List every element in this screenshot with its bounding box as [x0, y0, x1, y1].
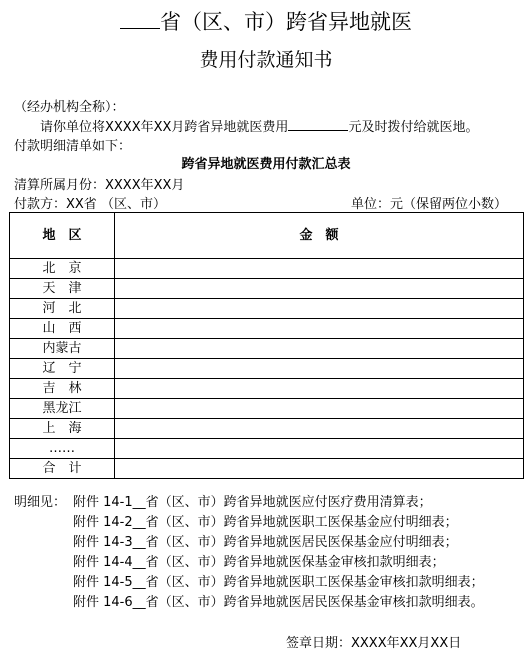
region-cell: 黑龙江 — [10, 399, 115, 419]
detail-intro: 付款明细清单如下： — [14, 139, 132, 154]
table-row — [10, 339, 524, 359]
title-text: 省（区、市）跨省异地就医 — [160, 10, 412, 34]
seal-date: 签章日期：XXXX年XX月XX日 — [286, 636, 462, 651]
total-amount-cell[interactable] — [115, 459, 524, 479]
total-row — [10, 459, 524, 479]
table-row — [10, 279, 524, 299]
region-cell: 山 西 — [10, 319, 115, 339]
attachments-label: 明细见： — [14, 495, 67, 510]
payer: 付款方：XX省 （区、市） — [14, 197, 166, 212]
region-cell: 河 北 — [10, 299, 115, 319]
region-cell: 辽 宁 — [10, 359, 115, 379]
attachment-item: 附件 14-5__省（区、市）跨省异地就医职工医保基金审核扣款明细表； — [73, 575, 484, 590]
amount-cell[interactable] — [115, 399, 524, 419]
region-cell: 上 海 — [10, 419, 115, 439]
attachment-item: 附件 14-1__省（区、市）跨省异地就医应付医疗费用清算表； — [73, 495, 432, 510]
region-cell: 天 津 — [10, 279, 115, 299]
table-row — [10, 359, 524, 379]
column-header-region: 地 区 — [10, 213, 115, 259]
attachment-item: 附件 14-2__省（区、市）跨省异地就医职工医保基金应付明细表； — [73, 515, 458, 530]
table-row — [10, 419, 524, 439]
table-row — [10, 259, 524, 279]
column-header-amount: 金 额 — [115, 213, 524, 259]
table-row — [10, 299, 524, 319]
province-blank — [120, 10, 160, 29]
region-cell: 北 京 — [10, 259, 115, 279]
settlement-period: 清算所属月份：XXXX年XX月 — [14, 178, 185, 193]
amount-cell[interactable] — [115, 259, 524, 279]
table-row — [10, 439, 524, 459]
attachment-item: 附件 14-6__省（区、市）跨省异地就医居民医保基金审核扣款明细表。 — [73, 595, 484, 610]
unit-note: 单位：元（保留两位小数） — [351, 197, 508, 212]
amount-cell[interactable] — [115, 439, 524, 459]
attachment-item: 附件 14-4__省（区、市）跨省异地就医保基金审核扣款明细表； — [73, 555, 445, 570]
table-row — [10, 399, 524, 419]
document-title-line2: 费用付款通知书 — [199, 49, 333, 71]
summary-title: 跨省异地就医费用付款汇总表 — [181, 157, 351, 172]
request-text-a: 请你单位将XXXX年XX月跨省异地就医费用 — [40, 120, 289, 135]
amount-cell[interactable] — [115, 319, 524, 339]
total-label: 合 计 — [10, 459, 115, 479]
summary-table — [9, 212, 524, 479]
attachment-item: 附件 14-3__省（区、市）跨省异地就医居民医保基金应付明细表； — [73, 535, 458, 550]
table-row — [10, 379, 524, 399]
amount-cell[interactable] — [115, 419, 524, 439]
amount-cell[interactable] — [115, 359, 524, 379]
region-cell: 吉 林 — [10, 379, 115, 399]
table-row — [10, 319, 524, 339]
amount-cell[interactable] — [115, 299, 524, 319]
region-cell: …… — [10, 439, 115, 459]
amount-cell[interactable] — [115, 339, 524, 359]
agency-label: （经办机构全称）： — [14, 100, 125, 115]
amount-cell[interactable] — [115, 279, 524, 299]
amount-cell[interactable] — [115, 379, 524, 399]
request-text-b: 元及时拨付给就医地。 — [348, 120, 479, 135]
document-title — [0, 6, 532, 36]
region-cell: 内蒙古 — [10, 339, 115, 359]
amount-blank — [288, 118, 348, 131]
table-header-row — [10, 213, 524, 259]
request-text — [40, 116, 478, 135]
